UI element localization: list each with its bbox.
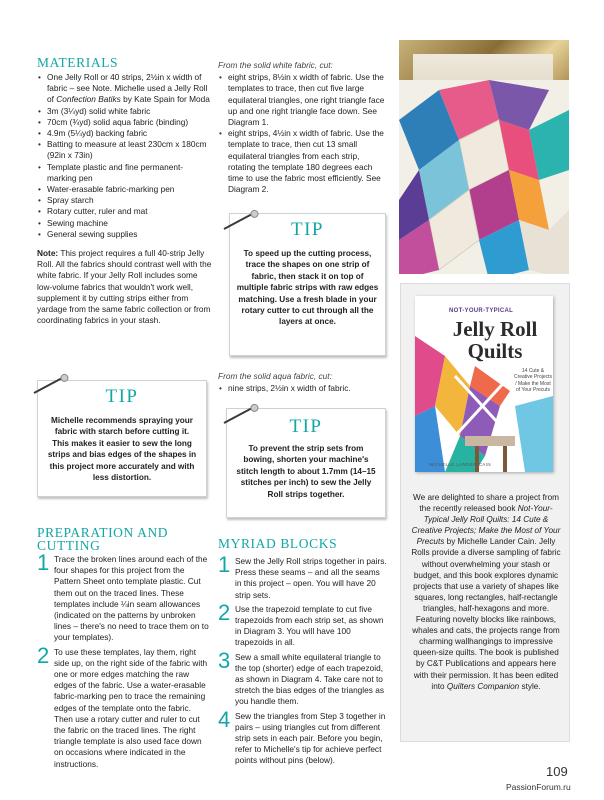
quilt-illustration: [399, 80, 569, 274]
cutting-aqua: [218, 371, 388, 394]
materials-heading: MATERIALS: [37, 55, 119, 70]
list-item: • nine strips, 2½in x width of fabric.: [218, 383, 388, 394]
book-title: Not-Your-Typical Jelly Roll Quilts: 14 Cute & Creative Projects; Make the Most of Your Precuts: [411, 504, 561, 547]
list-item: • Sewing machine: [37, 218, 212, 229]
list-item: [37, 72, 212, 106]
list-item: • Water-erasable fabric-marking pen: [37, 184, 212, 195]
step-text: Trace the broken lines around each of the four shapes for this project from the Pattern Sheet onto template plastic. Cut them out on the traced lines. These templates include ¼in seam allowances (indicated on the patterns by unbroken lines – there's no need to trace them on to your templates).: [54, 554, 209, 643]
myriad-steps: [218, 552, 388, 767]
tip-text: Michelle recommends spraying your fabric with starch before cutting it. This makes it easier to sew the long strips and bias edges of the shapes in this project more accurately and with less distortion.: [47, 416, 197, 483]
middle-column: [218, 60, 388, 195]
step-number: 3: [218, 647, 231, 673]
list-item: • eight strips, 8½in x width of fabric. Use the templates to trace, then cut five large equilateral triangles, one right triangle face up and one right triangle face down. See Diagram 1.: [218, 72, 388, 128]
list-item: • Spray starch: [37, 195, 212, 206]
page-number: 109: [546, 764, 568, 779]
step-text: Use the trapezoid template to cut five trapezoids from each strip set, as shown in Diagram 3. You will have 100 trapezoids in all.: [235, 603, 384, 648]
book-description: [411, 492, 561, 692]
step-item: [218, 552, 388, 601]
step-text: To use these templates, lay them, right side up, on the right side of the fabric with one or more edges matching the raw edges of the fabric. Use a water-erasable fabric-marking pen to trace the remaining edges of the template onto the fabric. Then use a rotary cutter and ruler to cut the fabric on the traced lines. The right triangle template is also used face down on occasions where indicated in the instructions.: [54, 646, 208, 769]
preparation-heading: PREPARATION AND CUTTING: [37, 525, 169, 553]
list-item: • eight strips, 4½in x width of fabric. Use the template to trace, then cut 13 small equilateral triangles from each strip, rotating the template 180 degrees each time to use the fabric most efficiently. See Diagram 2.: [218, 128, 388, 195]
watermark: PassionForum.ru: [506, 782, 571, 792]
preparation-steps: [37, 550, 212, 770]
step-item: [218, 706, 388, 767]
step-item: [218, 647, 388, 708]
tip-title: TIP: [105, 386, 139, 407]
cutting-aqua-intro: From the solid aqua fabric, cut:: [218, 371, 332, 381]
tip-text: To speed up the cutting process, trace the shapes on one strip of fabric, then stack it on top of multiple fabric strips with raw edges matching. Use a fresh blade in your rotary cutter to cut through all the layers at once.: [236, 249, 379, 327]
fabric-collection-name: Confection Batiks: [56, 94, 121, 105]
tip-title: TIP: [291, 219, 324, 240]
tip-text: To prevent the strip sets from bowing, shorten your machine's stitch length to about 1.7mm (14–15 stitches per inch) to sew the Jelly Roll strips together.: [236, 444, 376, 499]
step-text: Sew the triangles from Step 3 together in pairs – using triangles cut from different strip sets in each pair. Before you begin, refer to Michelle's tip for achieve perfect points without pins (below).: [235, 710, 386, 766]
tip-title: TIP: [289, 416, 323, 437]
tip-box-starch: [37, 380, 207, 497]
materials-note: [37, 248, 212, 326]
step-number: 2: [37, 642, 50, 668]
cover-author: MICHELLE LANDER CAIN: [429, 462, 492, 467]
step-number: 4: [218, 706, 231, 732]
cutting-aqua-list: [218, 383, 388, 394]
list-item: • Template plastic and fine permanent-marking pen: [37, 162, 212, 184]
list-item-text: One Jelly Roll or 40 strips, 2½in x width of fabric – see Note. Michelle used a Jelly Roll of: [47, 72, 208, 105]
tip-box-cutting: [229, 213, 386, 356]
list-item-text-tail: by Kate Spain for Moda: [120, 94, 210, 105]
list-item: • 70cm (¾yd) solid aqua fabric (binding): [37, 117, 212, 128]
book-cover: [415, 296, 553, 472]
note-text: This project requires a full 40-strip Jelly Roll. All the fabrics should contrast well with the white fabric. If your Jelly Roll includes some low-volume fabrics that wouldn't work well, supplement it by cutting strips either from yardage from the same fabric collection or from coordinating fabrics in your stash.: [37, 248, 212, 326]
step-item: [37, 642, 212, 770]
step-item: [218, 599, 388, 649]
tip-box-stitch-length: [226, 408, 386, 518]
step-number: 2: [218, 599, 231, 625]
step-text: Sew a small white equilateral triangle to the top (shorter) edge of each trapezoid, as shown in Diagram 4. Take care not to stretch the bias edges of the triangles as you handle them.: [235, 651, 384, 707]
book-text-intro: We are delighted to share a project from the recently released book: [413, 493, 559, 514]
quilt-photo: [399, 40, 569, 274]
materials-list: [37, 72, 212, 240]
cover-kicker: NOT-YOUR-TYPICAL: [449, 308, 514, 314]
step-number: 1: [218, 552, 231, 577]
book-text-tail: style.: [519, 681, 541, 691]
step-number: 1: [37, 550, 50, 575]
step-text: Sew the Jelly Roll strips together in pairs. Press these seams – and all the seams in this project – open. You will have 20 strip sets.: [235, 556, 387, 600]
note-label: Note:: [37, 248, 59, 259]
magazine-name: Quilters Companion: [446, 681, 520, 691]
preparation-section: [37, 526, 212, 773]
cover-title: Jelly Roll Quilts: [452, 317, 538, 363]
cover-subtitle: 14 Cute & Creative Projects / Make the Most of Your Precuts: [513, 368, 553, 394]
left-column: [37, 56, 212, 326]
list-item: • 3m (3¼yd) solid white fabric: [37, 106, 212, 117]
list-item: • Batting to measure at least 230cm x 180cm (92in x 73in): [37, 139, 212, 161]
book-panel: [400, 283, 570, 742]
step-item: [37, 550, 212, 644]
book-text-body: by Michelle Lander Cain. Jelly Rolls provide a diverse sampling of fabric without overwhelming your stash or budget, and this book explores dynamic projects that use a variety of shapes like squares, long rectangles, half-rectangle triangles, half-hexagons and more. Featuring novelty blocks like rainbows, whales and cats, the projects range from charming wallhangings to impressive queen-size quilts. The book is published by C&T Publications and appears here with their permission. It has been edited into: [411, 537, 561, 691]
cutting-white-intro: From the solid white fabric, cut:: [218, 60, 333, 70]
list-item: • 4.9m (5¼yd) backing fabric: [37, 128, 212, 139]
myriad-heading: MYRIAD BLOCKS: [218, 536, 338, 551]
myriad-section: [218, 537, 388, 770]
list-item: • Rotary cutter, ruler and mat: [37, 206, 212, 217]
list-item: • General sewing supplies: [37, 229, 212, 240]
cutting-white-list: [218, 72, 388, 195]
